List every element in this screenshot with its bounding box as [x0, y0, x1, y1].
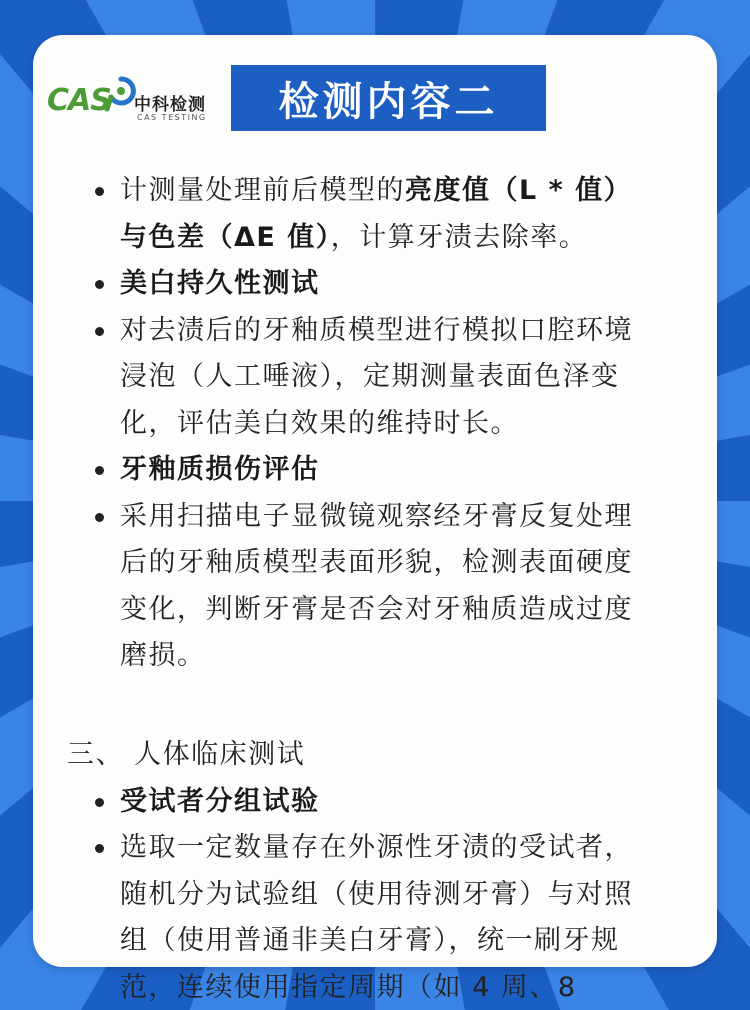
text-segment: ，计算牙渍去除率。 [330, 221, 588, 253]
text-segment: 后的牙釉质模型表面形貌，检测表面硬度 [120, 547, 633, 578]
text-segment: 计测量处理前后模型的 [120, 175, 405, 206]
content-body [33, 35, 717, 1003]
text-line [120, 309, 633, 353]
bold-text-segment: 美白持久性测试 [120, 268, 320, 299]
text-line [120, 826, 633, 870]
text-segment: 采用扫描电子显微镜观察经牙膏反复处理 [120, 500, 633, 532]
logo-name-cn: 中科检测 [134, 95, 206, 115]
text-segment: 组（使用普通非美白牙膏），统一刷牙规 [120, 925, 620, 956]
bold-text-segment: 受试者分组试验 [120, 785, 320, 817]
text-line [120, 216, 587, 260]
section-heading [67, 733, 305, 777]
bullet-icon [95, 466, 104, 475]
text-line [120, 588, 633, 632]
text-segment: 三、 人体临床测试 [67, 739, 306, 770]
content-card [33, 35, 717, 1003]
text-line [120, 919, 620, 963]
bold-text-segment: 牙釉质损伤评估 [120, 454, 320, 485]
text-line [120, 495, 633, 539]
bullet-icon [95, 280, 104, 289]
logo-name-en: CAS TESTING [137, 113, 207, 122]
text-line [120, 541, 633, 585]
logo-cas-text: CAS [47, 83, 111, 118]
bullet-icon [95, 187, 104, 196]
text-segment: 化，评估美白效果的维持时长。 [120, 407, 519, 439]
text-line [120, 262, 320, 306]
text-segment: 范，连续使用指定周期（如 4 周、8 [120, 971, 577, 1003]
bold-text-segment: 与色差（ΔE 值） [120, 221, 331, 253]
text-line [120, 355, 620, 399]
text-line [120, 634, 206, 678]
text-line [120, 169, 632, 213]
bullet-icon [95, 513, 104, 522]
text-segment: 对去渍后的牙釉质模型进行模拟口腔环境 [120, 314, 633, 346]
bullet-icon [95, 327, 104, 336]
text-line [120, 402, 519, 446]
text-segment: 变化，判断牙膏是否会对牙釉质造成过度 [120, 593, 633, 625]
text-segment: 浸泡（人工唾液），定期测量表面色泽变 [120, 361, 620, 392]
text-line [120, 448, 320, 492]
text-segment: 选取一定数量存在外源性牙渍的受试者， [120, 832, 633, 863]
text-line [120, 873, 633, 917]
bullet-icon [95, 844, 104, 853]
text-segment: 磨损。 [120, 640, 206, 671]
bullet-icon [95, 798, 104, 807]
text-line [120, 966, 577, 1010]
text-segment: 随机分为试验组（使用待测牙膏）与对照 [120, 878, 633, 910]
bold-text-segment: 亮度值（L * 值） [405, 175, 633, 206]
page-title: 检测内容二 [231, 65, 546, 131]
text-line [120, 780, 320, 824]
